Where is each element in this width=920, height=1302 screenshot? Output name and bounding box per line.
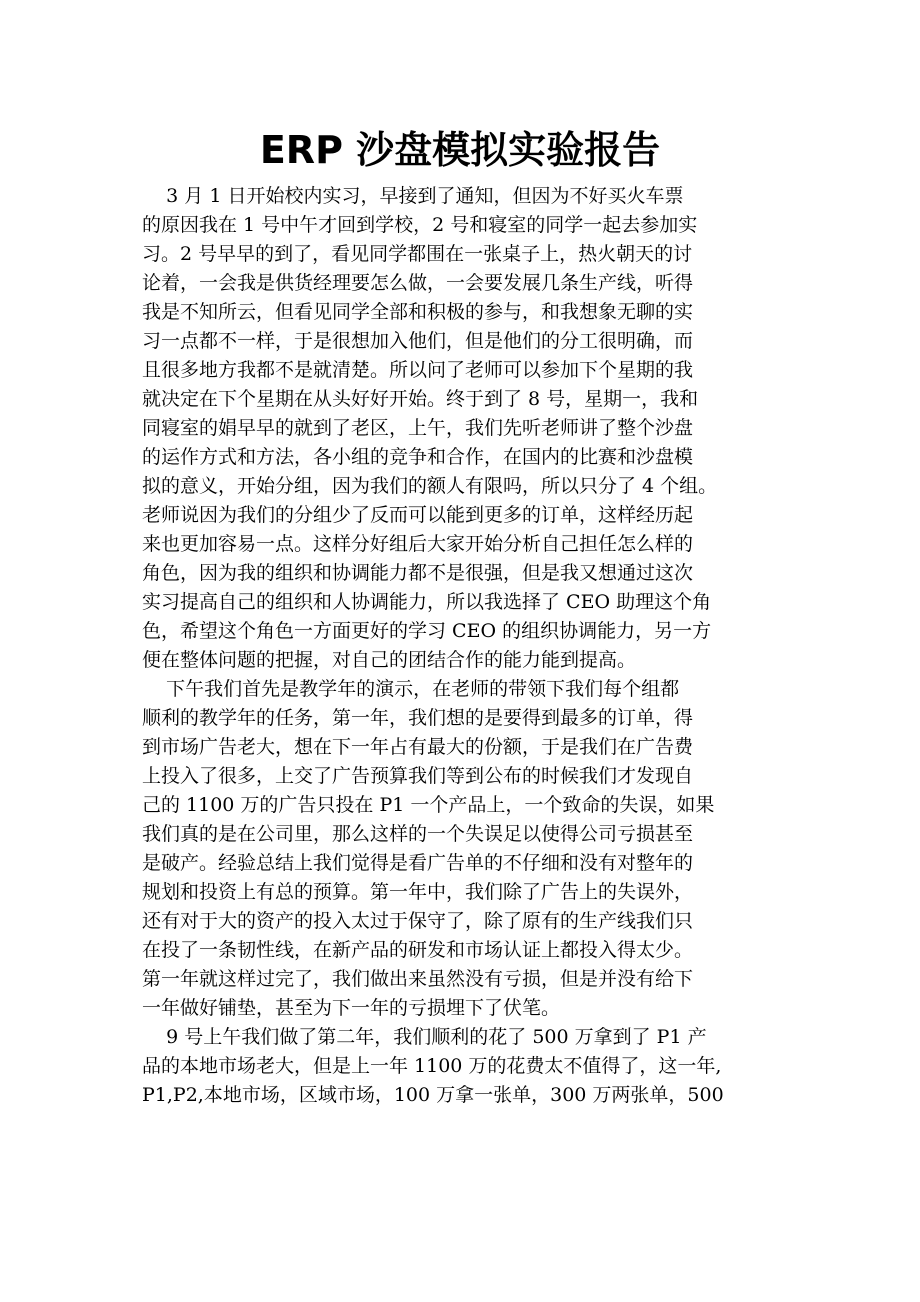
text-line: 顺利的教学年的任务，第一年，我们想的是要得到最多的订单，得: [142, 707, 694, 729]
text-line: 论着，一会我是供货经理要怎么做，一会要发展几条生产线，听得: [142, 272, 694, 294]
text-line: 9 号上午我们做了第二年，我们顺利的花了 500 万拿到了 P1 产: [142, 1026, 707, 1048]
text-line: 实习提高自己的组织和人协调能力，所以我选择了 CEO 助理这个角: [142, 591, 712, 613]
text-line: 到市场广告老大，想在下一年占有最大的份额，于是我们在广告费: [142, 736, 694, 758]
text-line: 色，希望这个角色一方面更好的学习 CEO 的组织协调能力，另一方: [142, 620, 712, 642]
text-line: 规划和投资上有总的预算。第一年中，我们除了广告上的失误外，: [142, 881, 694, 903]
text-line: 我们真的是在公司里，那么这样的一个失误足以使得公司亏损甚至: [142, 823, 694, 845]
text-line: 第一年就这样过完了，我们做出来虽然没有亏损，但是并没有给下: [142, 968, 694, 990]
text-line: 便在整体问题的把握，对自己的团结合作的能力能到提高。: [142, 649, 637, 671]
text-line: 来也更加容易一点。这样分好组后大家开始分析自己担任怎么样的: [142, 533, 694, 555]
text-line: 且很多地方我都不是就清楚。所以问了老师可以参加下个星期的我: [142, 359, 694, 381]
text-line: 习。2 号早早的到了，看见同学都围在一张桌子上，热火朝天的讨: [142, 243, 693, 265]
text-line: 角色，因为我的组织和协调能力都不是很强，但是我又想通过这次: [142, 562, 694, 584]
text-line: 我是不知所云，但看见同学全部和积极的参与，和我想象无聊的实: [142, 301, 694, 323]
document-title: ERP 沙盘模拟实验报告: [259, 128, 661, 172]
text-line: 的原因我在 1 号中午才回到学校，2 号和寝室的同学一起去参加实: [142, 214, 698, 236]
text-line: 品的本地市场老大，但是上一年 1100 万的花费太不值得了，这一年,: [142, 1055, 722, 1077]
text-line: P1,P2,本地市场，区域市场，100 万拿一张单，300 万两张单，500: [142, 1084, 724, 1106]
text-line: 老师说因为我们的分组少了反而可以能到更多的订单，这样经历起: [142, 504, 694, 526]
text-line: 己的 1100 万的广告只投在 P1 一个产品上，一个致命的失误，如果: [142, 794, 715, 816]
text-line: 还有对于大的资产的投入太过于保守了，除了原有的生产线我们只: [142, 910, 694, 932]
text-line: 一年做好铺垫，甚至为下一年的亏损埋下了伏笔。: [142, 997, 561, 1019]
text-line: 的运作方式和方法，各小组的竞争和合作，在国内的比赛和沙盘模: [142, 446, 694, 468]
text-line: 在投了一条韧性线，在新产品的研发和市场认证上都投入得太少。: [142, 939, 694, 961]
text-line: 就决定在下个星期在从头好好开始。终于到了 8 号，星期一，我和: [142, 388, 699, 410]
text-line: 是破产。经验总结上我们觉得是看广告单的不仔细和没有对整年的: [142, 852, 694, 874]
text-line: 上投入了很多，上交了广告预算我们等到公布的时候我们才发现自: [142, 765, 694, 787]
text-line: 习一点都不一样，于是很想加入他们，但是他们的分工很明确，而: [142, 330, 694, 352]
document-body: [142, 182, 792, 1110]
text-line: 3 月 1 日开始校内实习，早接到了通知，但因为不好买火车票: [142, 185, 684, 207]
text-line: 同寝室的娟早早的就到了老区，上午，我们先听老师讲了整个沙盘: [142, 417, 694, 439]
text-line: 拟的意义，开始分组，因为我们的额人有限吗，所以只分了 4 个组。: [142, 475, 718, 497]
text-line: 下午我们首先是教学年的演示，在老师的带领下我们每个组都: [142, 678, 680, 700]
